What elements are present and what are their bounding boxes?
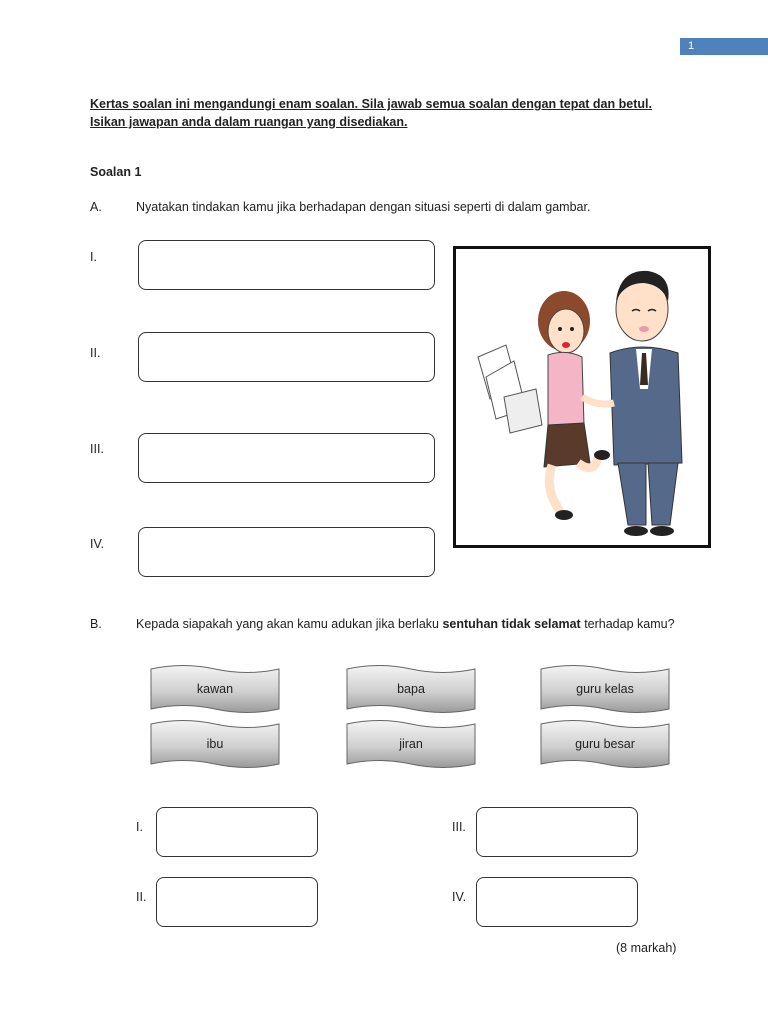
option-guru-besar — [540, 719, 670, 769]
option-jiran — [346, 719, 476, 769]
part-b-answer-box-2[interactable] — [156, 877, 318, 927]
option-guru-kelas — [540, 664, 670, 714]
option-jiran-label: jiran — [399, 737, 423, 751]
option-bapa-label: bapa — [397, 682, 425, 696]
unsafe-touch-scene-image — [456, 249, 708, 545]
part-b-prompt-before: Kepada siapakah yang akan kamu adukan jika berlaku — [136, 617, 443, 631]
part-a-answer-box-4[interactable] — [138, 527, 435, 577]
part-a-answer-box-3[interactable] — [138, 433, 435, 483]
option-bapa — [346, 664, 476, 714]
page-number: 1 — [680, 38, 768, 55]
part-a-numeral-3: III. — [90, 442, 104, 456]
option-ibu-label: ibu — [206, 737, 224, 751]
part-b-numeral-3: III. — [452, 820, 466, 834]
part-a-answer-box-2[interactable] — [138, 332, 435, 382]
part-b-letter: B. — [90, 617, 102, 631]
part-b-answer-box-1[interactable] — [156, 807, 318, 857]
marks: (8 markah) — [616, 941, 677, 955]
instructions: Kertas soalan ini mengandungi enam soalan. Sila jawab semua soalan dengan tepat dan betul. Isikan jawapan anda dalam ruangan yang disediakan. — [90, 97, 652, 129]
part-b-answer-box-3[interactable] — [476, 807, 638, 857]
part-b-answer-box-4[interactable] — [476, 877, 638, 927]
part-a-numeral-4: IV. — [90, 537, 105, 551]
option-guru-besar-label: guru besar — [575, 737, 635, 751]
part-b-numeral-1: I. — [136, 820, 143, 834]
part-b-numeral-2: II. — [136, 890, 147, 904]
part-a-numeral-2: II. — [90, 346, 101, 360]
option-guru-kelas-label: guru kelas — [576, 682, 634, 696]
part-a-prompt: Nyatakan tindakan kamu jika berhadapan dengan situasi seperti di dalam gambar. — [136, 200, 591, 214]
option-kawan-label: kawan — [196, 682, 234, 696]
part-b-prompt — [136, 617, 675, 631]
option-kawan — [150, 664, 280, 714]
part-b-prompt-bold: sentuhan tidak selamat — [442, 617, 581, 631]
situation-illustration — [453, 246, 711, 548]
part-a-letter: A. — [90, 200, 102, 214]
question-title: Soalan 1 — [90, 165, 142, 179]
option-ibu — [150, 719, 280, 769]
part-b-prompt-after: terhadap kamu? — [580, 617, 675, 631]
part-a-answer-box-1[interactable] — [138, 240, 435, 290]
part-b-numeral-4: IV. — [452, 890, 467, 904]
part-a-numeral-1: I. — [90, 250, 97, 264]
